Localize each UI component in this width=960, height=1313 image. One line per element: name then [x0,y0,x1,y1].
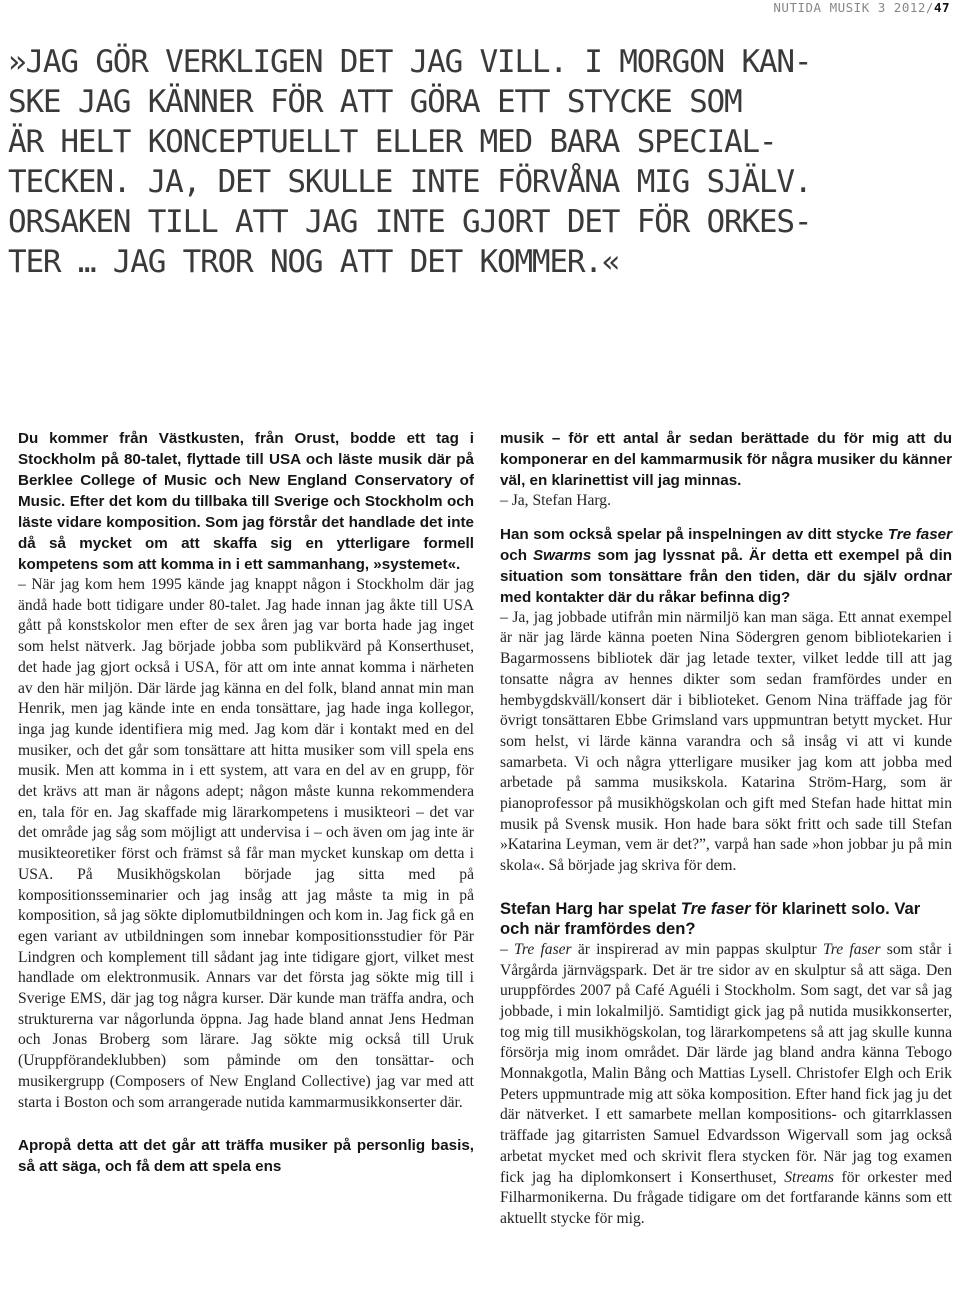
interview-answer: – Ja, jag jobbade utifrån min närmiljö kan man säga. Ett annat exempel är när jag lärde känna poeten Nina Södergren genom bibliotekarien i Bagarmossens bibliotek där jag letade texter, vilket ledde till att jag tonsatte några av hennes dikter som sedan framfördes under en hembygdskväll/konsert där i biblioteket. Genom Nina träffade jag för övrigt tonsättaren Ebbe Grimsland vars uppmuntran betytt mycket. Hur som helst, vi lärde känna varandra och så insåg vi att vi kunde samarbeta. Vi och några ytterligare musiker jag kom att jobba med arbetade på samma musikskola. Katarina Ström-Harg, som är pianoprofessor på musikhögskolan och gift med Stefan hade hittat min musik på Svensk musik. Hon hade bara sökt fritt och sade till Stefan »Katarina Leyman, vem är det?”, varpå han sade »hon jobbar ju på min skola«. Så började jag skriva för dem. [500,608,952,875]
interview-answer: – När jag kom hem 1995 kände jag knappt någon i Stockholm där jag ändå hade bott tidigare under 80-talet. Jag hade innan jag åkte till USA gått på konstskolor men efter de sex åren jag var borta hade jag inget som helst nätverk. Jag började jobba som publikvärd på Konserthuset, det hade jag gjort också i USA, för att om inte annat komma i närheten av den här miljön. Där lärde jag känna en del folk, bland annat min man Henrik, men jag kände inte en enda tonsättare, jag hade inga kollegor, inga jag kunde identifiera mig med. Jag kom där i kontakt med en del musiker, och det går som tonsättare att hitta musiker som vill spela ens musik. Men att komma in i ett system, att vara en del av en grupp, för det krävs att man är någons adept; någon måste kunna rekommendera en, tala för en. Jag skaffade mig lärarkompetens i musikteori – det var det område jag såg som möjligt att undervisa i – och även om jag inte är musikteoretiker först och främst så får man mycket kunskap om detta i USA. På Musikhögskolan började jag sitta med på kompositionsseminarier och jag insåg att jag måste ta mig in på komposition, så jag sökte diplomutbildningen och kom in. Jag fick gå en egen variant av utbildningen som innebar kompositionsstudier för Pär Lindgren och komplement till sådant jag inte tidigare gjort, vilket mest handlade om elektronmusik. Annars var det första jag sökte mig till i Sverige EMS, där jag tog några kurser. Där kunde man träffa andra, och strukturerna var någorlunda öppna. Jag hade bland annat Jens Hedman och Jonas Broberg som lärare. Jag sökte mig också till Uruk (Uruppförandeklubben) som påminde om den tonsättar- och musikergrupp (Composers of New England Collective) jag var med att starta i Boston och som arrangerade nutida kammarmusikkonserter där. [18,576,474,1111]
interview-question-continued: musik – för ett antal år sedan berättade du för mig att du komponerar en del kammarmusik för några musiker du känner väl, en klarinettist vill jag minnas. [500,430,952,489]
page-number: 47 [933,0,950,15]
pull-quote-line: TER … JAG TROR NOG ATT DET KOMMER.« [8,244,620,280]
pull-quote-line: SKE JAG KÄNNER FÖR ATT GÖRA ETT STYCKE SOM [8,84,742,120]
sculpture-title: Tre faser [822,940,881,958]
pull-quote-line: ÄR HELT KONCEPTUELLT ELLER MED BARA SPECIAL- [8,124,777,160]
work-title: Swarms [533,546,592,564]
magazine-name: NUTIDA MUSIK 3 2012 [773,0,926,15]
header-separator: / [925,0,934,15]
running-header [773,0,950,15]
work-title: Streams [784,1168,834,1186]
pull-quote-line: »JAG GÖR VERKLIGEN DET JAG VILL. I MORGON KAN- [8,44,812,80]
work-title: Tre faser [680,898,751,918]
interview-question: Apropå detta att det går att träffa musiker på personlig basis, så att säga, och få dem att spela ens [18,1137,474,1176]
interview-answer: – Tre faser är inspirerad av min pappas skulptur Tre faser som står i Vårgårda järnvägspark. Det är tre sidor av en skulptur så att säga. Den uruppfördes 2007 på Café Aguéli i Stockholm. Som sagt, det var så jag jobbade, i min lokalmiljö. Samtidigt gick jag på nutida musikkonserter, tog mig till musikhögskolan, tog lärarkompetens så att jag skulle kunna försörja mig inom området. Där lärde jag bland andra känna Tebogo Monnakgotla, Malin Bång och Mattias Lysell. Christofer Elgh och Erik Peters uppmuntrade mig att söka komposition. Efter hand fick jag ju det där nätverket. I ett samarbete mellan kompositions- och gitarrklassen träffade jag gitarristen Samuel Edvardsson Wigervall som jag också arbetat mycket med och skrivit flera stycken för. När jag tog examen fick jag ha diplomkonsert i Konserthuset, Streams för orkester med Filharmonikerna. Du frågade tidigare om det fortfarande känns som ett aktuellt stycke för mig. [500,940,953,1227]
interview-answer: – Ja, Stefan Harg. [500,492,612,509]
pull-quote-line: TECKEN. JA, DET SKULLE INTE FÖRVÅNA MIG SJÄLV. [8,164,812,200]
work-title: Tre faser [514,940,572,958]
left-column [18,428,474,1177]
interview-question-heading: Stefan Harg har spelat Tre faser för klarinett solo. Var och när framfördes den? [500,898,921,939]
pull-quote [8,42,956,282]
right-column [500,428,952,1230]
work-title: Tre faser [887,525,953,543]
interview-question: Han som också spelar på inspelningen av ditt stycke Tre faser och Swarms som jag lyssnat på. Är detta ett exempel på din situation som tonsättare från den tiden, där du själv ordnar med kontakter där du råkar befinna dig? [500,525,953,606]
pull-quote-line: ORSAKEN TILL ATT JAG INTE GJORT DET FÖR ORKES- [8,204,812,240]
interview-question: Du kommer från Västkusten, från Orust, bodde ett tag i Stockholm på 80-talet, flyttade till USA och läste musik där på Berklee College of Music och New England Conservatory of Music. Efter det kom du tillbaka till Sverige och Stockholm och läste vidare komposition. Som jag förstår det handlade det inte då så mycket om att skaffa sig en ytterligare formell kompetens som att komma in i ett sammanhang, »systemet«. [18,430,474,573]
